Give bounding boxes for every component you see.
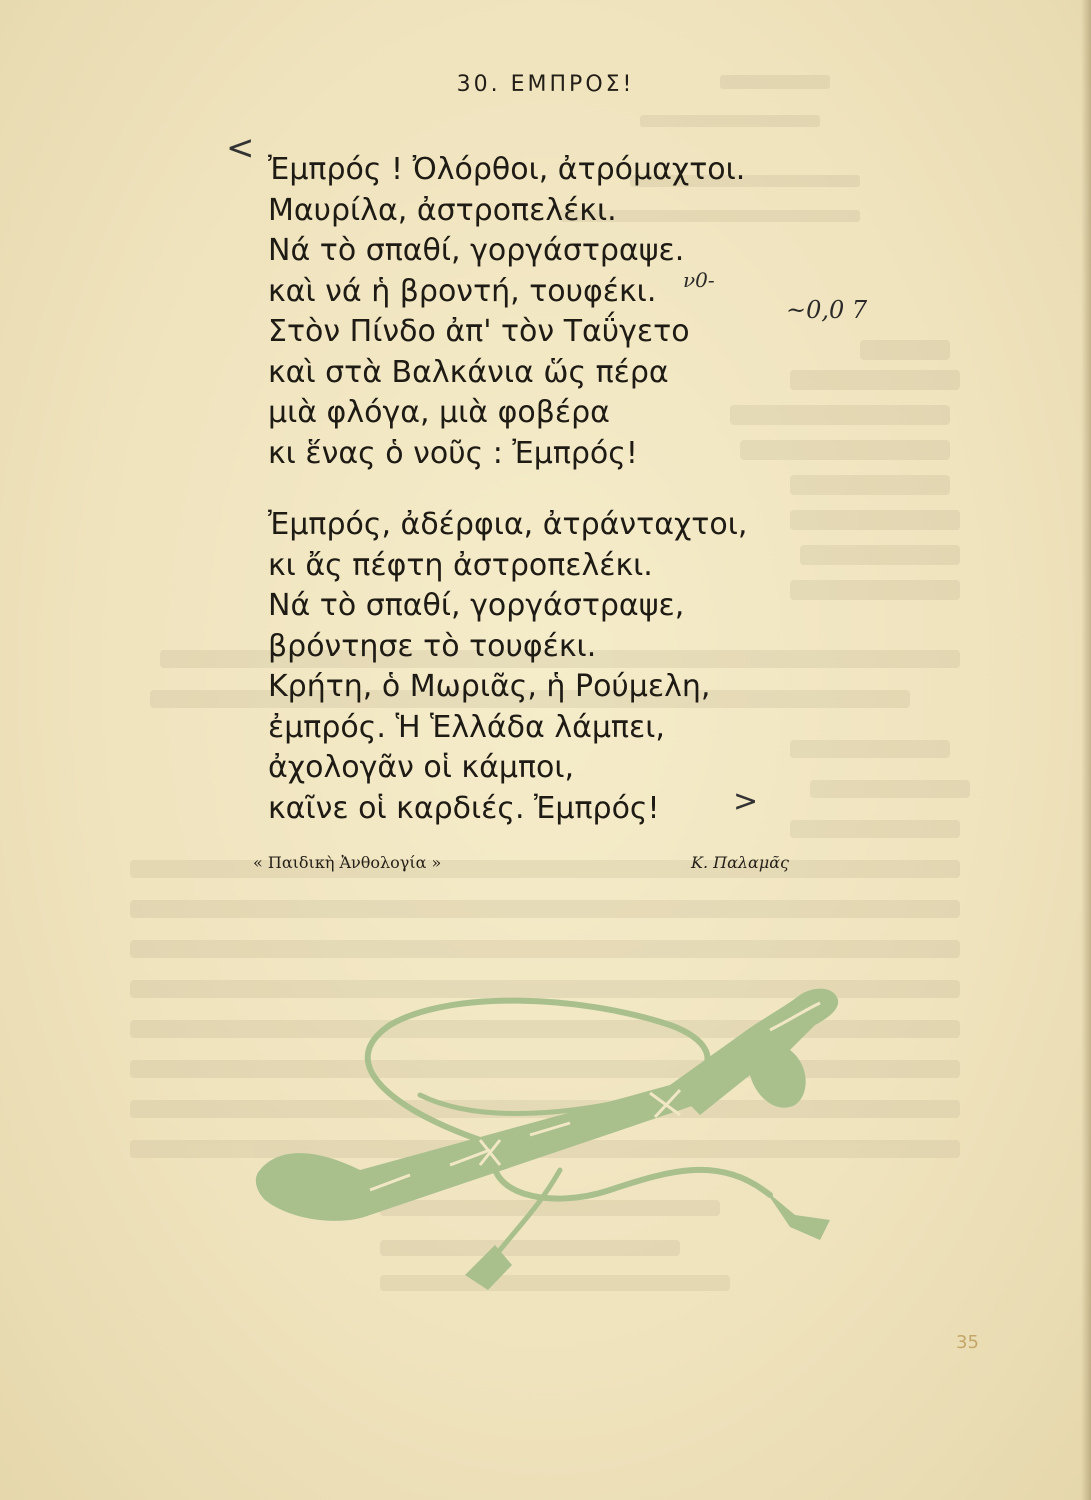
poem-line: βρόντησε τὸ τουφέκι. — [268, 628, 597, 664]
poem-line: μιὰ φλόγα, μιὰ φοβέρα — [268, 395, 610, 430]
poem-line: καῖνε οἱ καρδιές. Ἐμπρός! — [268, 790, 660, 826]
handwritten-open-bracket: < — [226, 128, 255, 168]
poem-title: 30. ΕΜΠΡΟΣ! — [456, 72, 635, 97]
poem-line: Κρήτη, ὁ Μωριᾶς, ἡ Ρούμελη, — [268, 669, 711, 704]
poem-line: κι ἄς πέφτη ἀστροπελέκι. — [268, 547, 653, 583]
poem-line: ἀχολογᾶν οἱ κάμποι, — [268, 750, 575, 785]
poem-line: καὶ νά ἡ βροντή, τουφέκι. — [268, 273, 657, 309]
handwritten-note: ν0- — [683, 268, 715, 292]
poem-line: κι ἕνας ὁ νοῦς : Ἐμπρός! — [268, 435, 638, 471]
poem-line: Στὸν Πίνδο ἀπ' τὸν Ταΰγετο — [268, 314, 690, 349]
faint-page-number: 35 — [956, 1332, 979, 1353]
poem-line: ἐμπρός. Ἡ Ἑλλάδα λάμπει, — [268, 709, 665, 745]
source-citation: « Παιδικὴ Ἀνθολογία » — [253, 853, 442, 872]
poem-line: καὶ στὰ Βαλκάνια ὥς πέρα — [268, 354, 669, 390]
poem-line: Ἐμπρός, ἀδέρφια, ἀτράνταχτοι, — [268, 507, 748, 542]
handwritten-note: ~0,0 7 — [786, 296, 868, 324]
author-name: Κ. Παλαμᾶς — [691, 853, 789, 872]
poem-line: Ἐμπρός ! Ὀλόρθοι, ἀτρόμαχτοι. — [268, 152, 746, 187]
handwritten-close-bracket: > — [733, 784, 759, 819]
poem-line: Νά τὸ σπαθί, γοργάστραψε. — [268, 233, 685, 268]
poem-line: Μαυρίλα, ἀστροπελέκι. — [268, 192, 617, 228]
stanza-1 — [268, 150, 745, 474]
poem-line: Νά τὸ σπαθί, γοργάστραψε, — [268, 588, 685, 623]
sabre-with-scabbard-and-cord-icon — [250, 965, 850, 1295]
stanza-2 — [268, 505, 747, 829]
